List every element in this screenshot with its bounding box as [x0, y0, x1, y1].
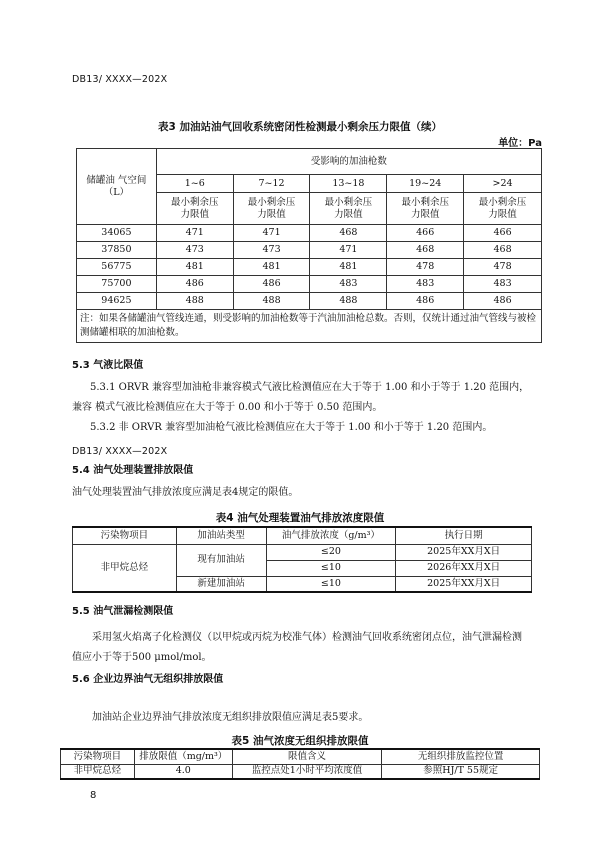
table-row [77, 276, 542, 293]
table3-volume: 56775 [77, 259, 157, 276]
table4-date: 2026年XX月X日 [396, 560, 532, 576]
table3-volume: 34065 [77, 225, 157, 242]
table3-cell: 468 [310, 225, 387, 242]
doc-header: DB13/ XXXX—202X [72, 74, 168, 85]
table3-cell: 486 [387, 293, 464, 310]
table3-cell: 488 [156, 293, 233, 310]
table-row [77, 293, 542, 310]
table4-new-station: 新建加油站 [176, 576, 266, 592]
table4-limit: ≤10 [266, 560, 396, 576]
table3-cell: 488 [310, 293, 387, 310]
table-row [73, 544, 532, 560]
section-5-6-title: 5.6 企业边界油气无组织排放限值 [72, 674, 224, 685]
table4-date: 2025年XX月X日 [396, 544, 532, 560]
section-5-6-text: 加油站企业边界油气排放浓度无组织排放限值应满足表5要求。 [92, 712, 369, 723]
page-number: 8 [90, 790, 97, 801]
table5-header: 污染物项目 [61, 749, 135, 764]
table3-col0-header: 储罐油 气空间（L） [77, 149, 157, 225]
section-5-5-title: 5.5 油气泄漏检测限值 [72, 606, 174, 617]
table3-cell: 486 [464, 293, 542, 310]
table5-header: 限值含义 [232, 749, 382, 764]
table3-note: 注：如果各储罐油气管线连通，则受影响的加油枪数等于汽油加油枪总数。否则，仅统计通过油气管线与被检测储罐相联的加油枪数。 [77, 310, 542, 343]
table-row [77, 259, 542, 276]
table3-cell: 486 [156, 276, 233, 293]
table3-cell: 471 [310, 242, 387, 259]
table3-volume: 75700 [77, 276, 157, 293]
table4-caption: 表4 油气处理装置油气排放浓度限值 [215, 512, 385, 524]
section-5-3-title: 5.3 气液比限值 [72, 360, 144, 371]
table3-caption: 表3 加油站油气回收系统密闭性检测最小剩余压力限值（续） [158, 121, 442, 133]
table3-unit: 单位：Pa [498, 138, 542, 149]
table3-volume: 94625 [77, 293, 157, 310]
table5-cell: 4.0 [134, 764, 232, 779]
table4-header: 污染物项目 [73, 527, 177, 544]
table3-subheader: 最小剩余压力限值 [156, 193, 233, 225]
table-row [77, 225, 542, 242]
table3-cell: 481 [233, 259, 310, 276]
table4-limit: ≤10 [266, 576, 396, 592]
section-5-4-text: 油气处理装置油气排放浓度应满足表4规定的限值。 [72, 487, 299, 498]
table3-cell: 468 [464, 242, 542, 259]
table-row [61, 764, 540, 779]
table3-cell: 481 [310, 259, 387, 276]
table4-date: 2025年XX月X日 [396, 576, 532, 592]
table3-cell: 468 [387, 242, 464, 259]
table3-range: 1~6 [156, 175, 233, 193]
table3-cell: 478 [387, 259, 464, 276]
table4 [72, 526, 532, 593]
table3-subheader: 最小剩余压力限值 [233, 193, 310, 225]
table-row [77, 242, 542, 259]
table3-range: 19~24 [387, 175, 464, 193]
table3-subheader: 最小剩余压力限值 [464, 193, 542, 225]
table3-volume: 37850 [77, 242, 157, 259]
table3-subheader: 最小剩余压力限值 [310, 193, 387, 225]
table3-cell: 483 [310, 276, 387, 293]
table3-cell: 486 [233, 276, 310, 293]
table3-range: 13~18 [310, 175, 387, 193]
doc-header-2: DB13/ XXXX—202X [72, 446, 168, 457]
table3-cell: 481 [156, 259, 233, 276]
table3-cell: 473 [233, 242, 310, 259]
table5-header: 排放限值（mg/m³） [134, 749, 232, 764]
table5-cell: 参照HJ/T 55规定 [382, 764, 540, 779]
table3-range: >24 [464, 175, 542, 193]
table3-subheader: 最小剩余压力限值 [387, 193, 464, 225]
table3-cell: 466 [464, 225, 542, 242]
table5-caption: 表5 油气浓度无组织排放限值 [231, 735, 369, 747]
table3-cell: 471 [233, 225, 310, 242]
table4-header: 油气排放浓度（g/m³） [266, 527, 396, 544]
table3-cell: 483 [464, 276, 542, 293]
table3-cell: 483 [387, 276, 464, 293]
table3-group-header: 受影响的加油枪数 [156, 149, 541, 175]
table3-cell: 466 [387, 225, 464, 242]
section-5-4-title: 5.4 油气处理装置排放限值 [72, 465, 194, 476]
table4-limit: ≤20 [266, 544, 396, 560]
table4-existing-station: 现有加油站 [176, 544, 266, 576]
table3-range: 7~12 [233, 175, 310, 193]
table3-cell: 471 [156, 225, 233, 242]
table3-cell: 473 [156, 242, 233, 259]
table4-header: 加油站类型 [176, 527, 266, 544]
table5 [60, 748, 540, 780]
section-5-5-text: 采用氢火焰离子化检测仪（以甲烷或丙烷为校准气体）检测油气回收系统密闭点位，油气泄漏检测值应小于等于500 μmol/mol。 [72, 632, 522, 663]
table3-cell: 478 [464, 259, 542, 276]
table5-cell: 监控点处1小时平均浓度值 [232, 764, 382, 779]
table5-cell: 非甲烷总烃 [61, 764, 135, 779]
section-5-3-2-text: 5.3.2 非 ORVR 兼容型加油枪气液比检测值应在大于等于 1.00 和小于等于 1.20 范围内。 [90, 422, 493, 433]
table3 [76, 148, 542, 343]
table5-header: 无组织排放监控位置 [382, 749, 540, 764]
table3-cell: 488 [233, 293, 310, 310]
section-5-3-1-text: 5.3.1 ORVR 兼容型加油枪非兼容模式气液比检测值应在大于等于 1.00 和小于等于 1.20 范围内，兼容 模式气液比检测值应在大于等于 0.00 和小于等于 0.50 范围内。 [72, 382, 530, 413]
table4-header: 执行日期 [396, 527, 532, 544]
table4-pollutant: 非甲烷总烃 [73, 544, 177, 592]
